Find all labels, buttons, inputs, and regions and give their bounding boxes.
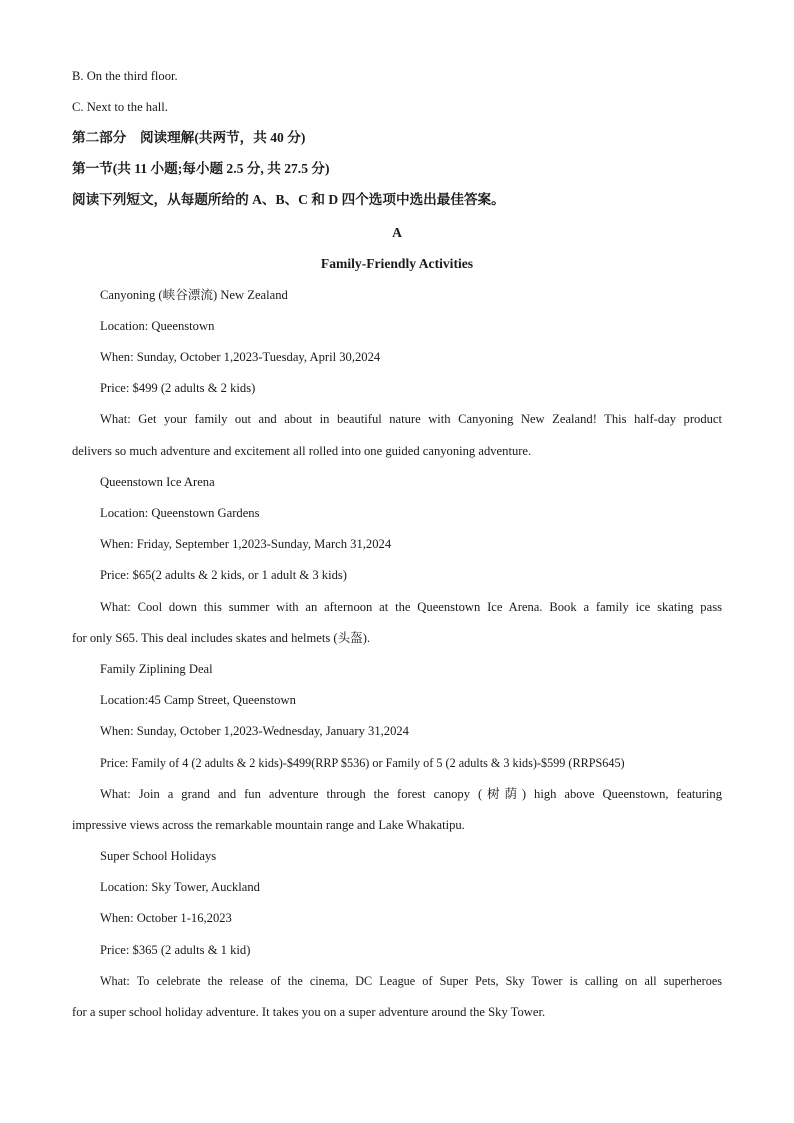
activity-description-cont: impressive views across the remarkable mountain range and Lake Whakatipu. — [72, 818, 465, 832]
activity-name: Queenstown Ice Arena — [100, 475, 215, 489]
activity-when: When: Friday, September 1,2023-Sunday, March 31,2024 — [100, 537, 392, 551]
instruction: 阅读下列短文，从每题所给的 A、B、C 和 D 四个选项中选出最佳答案。 — [72, 192, 505, 207]
activity-description-cont: delivers so much adventure and excitement all rolled into one guided canyoning adventure. — [72, 444, 532, 458]
activity-name: Canyoning (峡谷漂流) New Zealand — [100, 288, 288, 302]
activity-price: Price: Family of 4 (2 adults & 2 kids)-$499(RRP $536) or Family of 5 (2 adults & 3 kids)-$599 (RRPS645) — [100, 756, 625, 770]
activity-price: Price: $499 (2 adults & 2 kids) — [100, 381, 256, 395]
option-c: C. Next to the hall. — [72, 100, 168, 114]
activity-description: What: To celebrate the release of the cinema, DC League of Super Pets, Sky Tower is calling on all superheroes — [100, 974, 722, 988]
activity-location: Location:45 Camp Street, Queenstown — [100, 693, 296, 707]
activity-price: Price: $365 (2 adults & 1 kid) — [100, 943, 251, 957]
activity-location: Location: Queenstown — [100, 319, 215, 333]
activity-name: Family Ziplining Deal — [100, 662, 213, 676]
activity-name: Super School Holidays — [100, 849, 217, 863]
activity-when: When: Sunday, October 1,2023-Wednesday, January 31,2024 — [100, 724, 409, 738]
option-b: B. On the third floor. — [72, 69, 178, 83]
activity-description-cont: for only S65. This deal includes skates and helmets (头盔). — [72, 631, 371, 645]
activity-location: Location: Sky Tower, Auckland — [100, 880, 260, 894]
section-subtitle: 第一节(共 11 小题;每小题 2.5 分, 共 27.5 分) — [72, 161, 330, 176]
activity-description: What: Get your family out and about in beautiful nature with Canyoning New Zealand! This half-day product — [100, 412, 722, 426]
activity-description-cont: for a super school holiday adventure. It takes you on a super adventure around the Sky Tower. — [72, 1005, 546, 1019]
passage-title: Family-Friendly Activities — [320, 256, 474, 271]
activity-when: When: Sunday, October 1,2023-Tuesday, April 30,2024 — [100, 350, 381, 364]
activity-description: What: Cool down this summer with an afternoon at the Queenstown Ice Arena. Book a family ice skating pass — [100, 600, 722, 614]
activity-description: What: Join a grand and fun adventure through the forest canopy (树荫) high above Queenstown, featuring — [100, 787, 722, 801]
activity-when: When: October 1-16,2023 — [100, 911, 232, 925]
passage-letter: A — [392, 225, 402, 240]
part-title: 第二部分 阅读理解(共两节，共 40 分) — [72, 130, 306, 145]
activity-location: Location: Queenstown Gardens — [100, 506, 260, 520]
activity-price: Price: $65(2 adults & 2 kids, or 1 adult & 3 kids) — [100, 568, 347, 582]
